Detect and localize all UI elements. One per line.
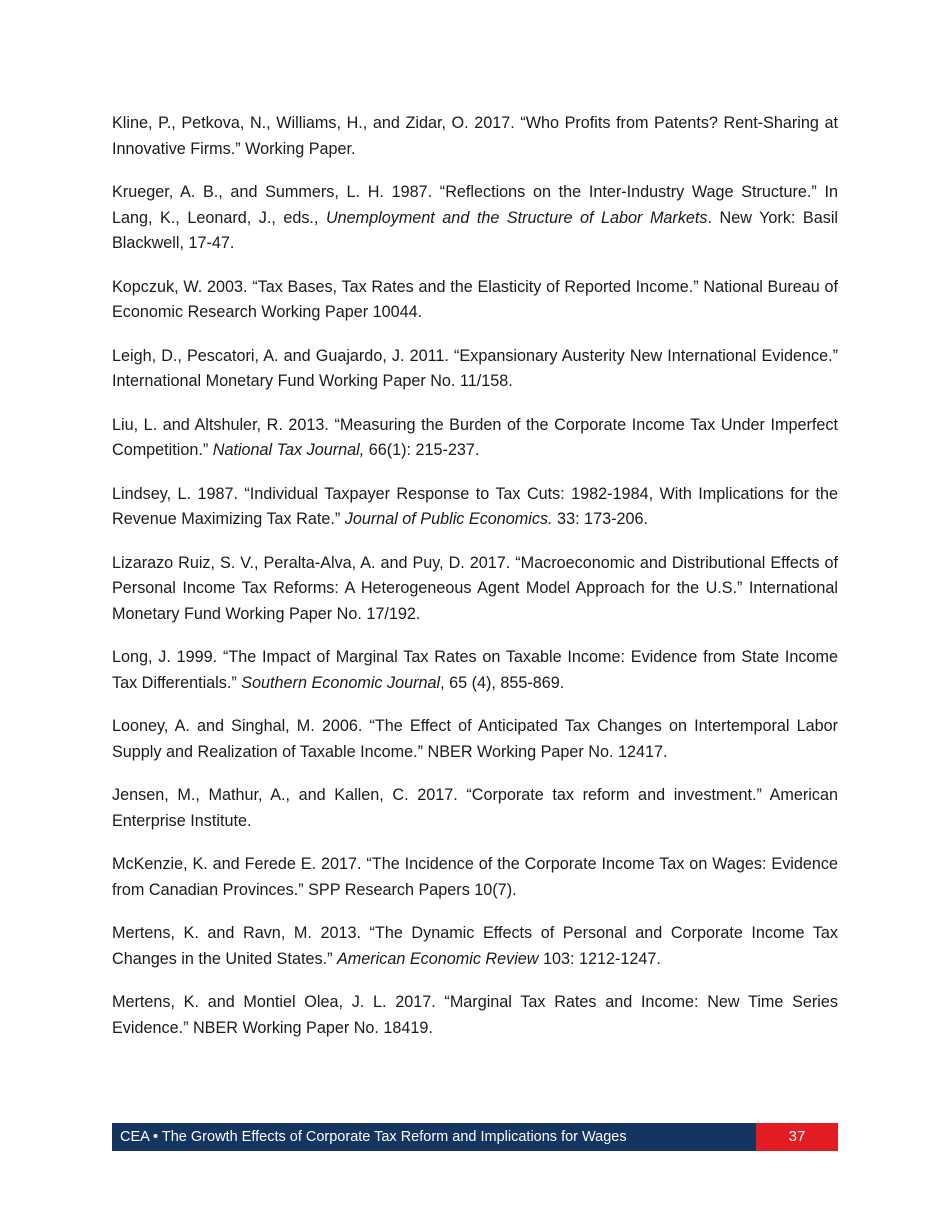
reference-entry: Long, J. 1999. “The Impact of Marginal Tax Rates on Taxable Income: Evidence from State Income Tax Differentials.” Southern Economic Journal, 65 (4), 855-869. <box>112 648 838 692</box>
page-footer <box>112 1123 838 1151</box>
reference-entry: Mertens, K. and Montiel Olea, J. L. 2017. “Marginal Tax Rates and Income: New Time Series Evidence.” NBER Working Paper No. 18419. <box>112 993 838 1037</box>
reference-entry: Kopczuk, W. 2003. “Tax Bases, Tax Rates and the Elasticity of Reported Income.” National Bureau of Economic Research Working Paper 10044. <box>112 277 838 321</box>
reference-entry: Mertens, K. and Ravn, M. 2013. “The Dynamic Effects of Personal and Corporate Income Tax Changes in the United States.” American Economic Review 103: 1212-1247. <box>112 924 838 968</box>
reference-entry: Lindsey, L. 1987. “Individual Taxpayer Response to Tax Cuts: 1982-1984, With Implications for the Revenue Maximizing Tax Rate.” Journal of Public Economics. 33: 173-206. <box>112 484 838 528</box>
reference-entry: Liu, L. and Altshuler, R. 2013. “Measuring the Burden of the Corporate Income Tax Under Imperfect Competition.” National Tax Journal, 66(1): 215-237. <box>112 415 838 459</box>
page-number: 37 <box>756 1123 838 1151</box>
reference-entry: Lizarazo Ruiz, S. V., Peralta-Alva, A. and Puy, D. 2017. “Macroeconomic and Distributional Effects of Personal Income Tax Reforms: A Heterogeneous Agent Model Approach for the U.S.” International Monetary Fund Working Paper No. 17/192. <box>112 553 838 623</box>
references-list <box>112 111 838 1059</box>
reference-entry: Krueger, A. B., and Summers, L. H. 1987. “Reflections on the Inter-Industry Wage Structure.” In Lang, K., Leonard, J., eds., Unemployment and the Structure of Labor Markets. New York: Basil Blackwell, 17-47. <box>112 183 839 252</box>
reference-entry: McKenzie, K. and Ferede E. 2017. “The Incidence of the Corporate Income Tax on Wages: Evidence from Canadian Provinces.” SPP Research Papers 10(7). <box>112 855 838 899</box>
reference-entry: Jensen, M., Mathur, A., and Kallen, C. 2017. “Corporate tax reform and investment.” American Enterprise Institute. <box>112 786 838 830</box>
reference-entry: Looney, A. and Singhal, M. 2006. “The Effect of Anticipated Tax Changes on Intertemporal Labor Supply and Realization of Taxable Income.” NBER Working Paper No. 12417. <box>112 717 838 761</box>
reference-entry: Kline, P., Petkova, N., Williams, H., and Zidar, O. 2017. “Who Profits from Patents? Rent-Sharing at Innovative Firms.” Working Paper. <box>112 114 838 158</box>
reference-entry: Leigh, D., Pescatori, A. and Guajardo, J. 2011. “Expansionary Austerity New International Evidence.” International Monetary Fund Working Paper No. 11/158. <box>112 346 838 390</box>
footer-title: CEA • The Growth Effects of Corporate Tax Reform and Implications for Wages <box>112 1123 756 1151</box>
